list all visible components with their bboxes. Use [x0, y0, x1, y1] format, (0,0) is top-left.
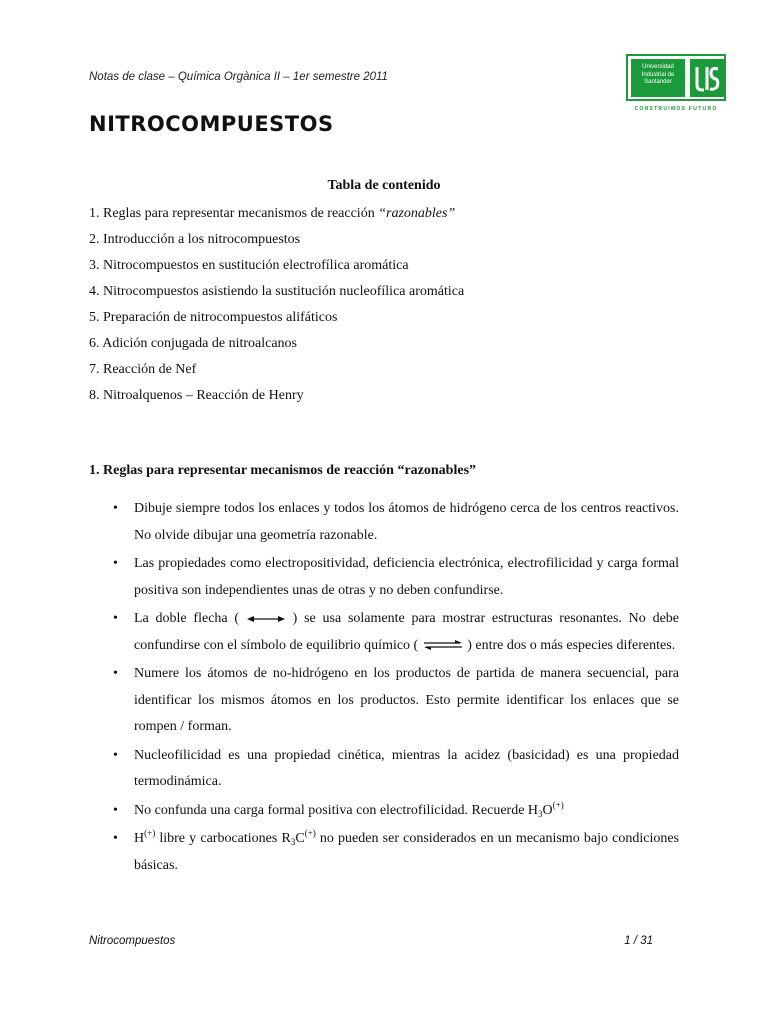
bullet-icon: •	[113, 802, 118, 818]
footer-title: Nitrocompuestos	[89, 935, 176, 947]
list-item: • Nucleofilicidad es una propiedad cinética, mientras la acidez (basicidad) es una propiedad termodinámica.	[89, 743, 679, 796]
list-item: • Numere los átomos de no-hidrógeno en los productos de partida de manera secuencial, para identificar los mismos átomos en los productos. Esto permite identificar los enlaces que se rompen / forman.	[89, 661, 679, 741]
toc-heading: Tabla de contenido	[327, 178, 441, 193]
rules-list	[89, 496, 679, 879]
header-notes: Notas de clase – Química Orgànica II – 1er semestre 2011	[89, 71, 388, 83]
toc-item: 3. Nitrocompuestos en sustitución electrofílica aromática	[89, 258, 409, 273]
page-number: 1 / 31	[624, 935, 653, 947]
toc-item: 6. Adición conjugada de nitroalcanos	[89, 336, 297, 351]
list-item: • Las propiedades como electropositividad, deficiencia electrónica, electrofilicidad y carga formal positiva son independientes unas de otras y no deben confundirse.	[89, 551, 679, 604]
toc-item: 4. Nitrocompuestos asistiendo la sustitución nucleofílica aromática	[89, 284, 465, 299]
logo-frame	[626, 54, 726, 101]
table-of-contents	[89, 205, 464, 413]
bullet-icon: •	[113, 747, 118, 763]
list-item: • La doble flecha ( ) se usa solamente para mostrar estructuras resonantes. No debe confundirse con el símbolo de equilibrio químico ( ) entre dos o más especies diferentes.	[89, 606, 679, 659]
toc-item: 2. Introducción a los nitrocompuestos	[89, 232, 301, 247]
list-item: • Dibuje siempre todos los enlaces y todos los átomos de hidrógeno cerca de los centros reactivos. No olvide dibujar una geometría razonable.	[89, 496, 679, 549]
toc-item: 8. Nitroalquenos – Reacción de Henry	[89, 388, 304, 403]
list-item: • No confunda una carga formal positiva con electrofilicidad. Recuerde $H_3O^{(+)}$	[89, 798, 679, 825]
logo-university-name: Universidad Industrial de Santander	[631, 59, 685, 97]
section-heading: 1. Reglas para representar mecanismos de reacción “razonables”	[89, 463, 477, 478]
bullet-icon: •	[113, 556, 118, 571]
logo-uis-mark	[690, 59, 724, 97]
toc-item: 5. Preparación de nitrocompuestos alifáticos	[89, 310, 338, 325]
bullet-icon: •	[113, 831, 118, 846]
bullet-icon: •	[113, 611, 118, 626]
equilibrium-arrow-icon	[422, 639, 464, 651]
bullet-icon: •	[113, 501, 118, 516]
toc-item: 7. Reacción de Nef	[89, 362, 197, 377]
toc-item: 1. Reglas para representar mecanismos de reacción “razonables”	[89, 206, 456, 221]
university-logo	[626, 54, 726, 114]
double-arrow-icon	[246, 614, 286, 624]
logo-motto: CONSTRUIMOS FUTURO	[634, 106, 718, 112]
document-title: NITROCOMPUESTOS	[89, 112, 334, 136]
list-item: • H(+) libre y carbocationes $R_3C^{(+)}$ no pueden ser considerados en un mecanismo bajo condiciones básicas.	[113, 828, 679, 873]
bullet-icon: •	[113, 666, 118, 681]
